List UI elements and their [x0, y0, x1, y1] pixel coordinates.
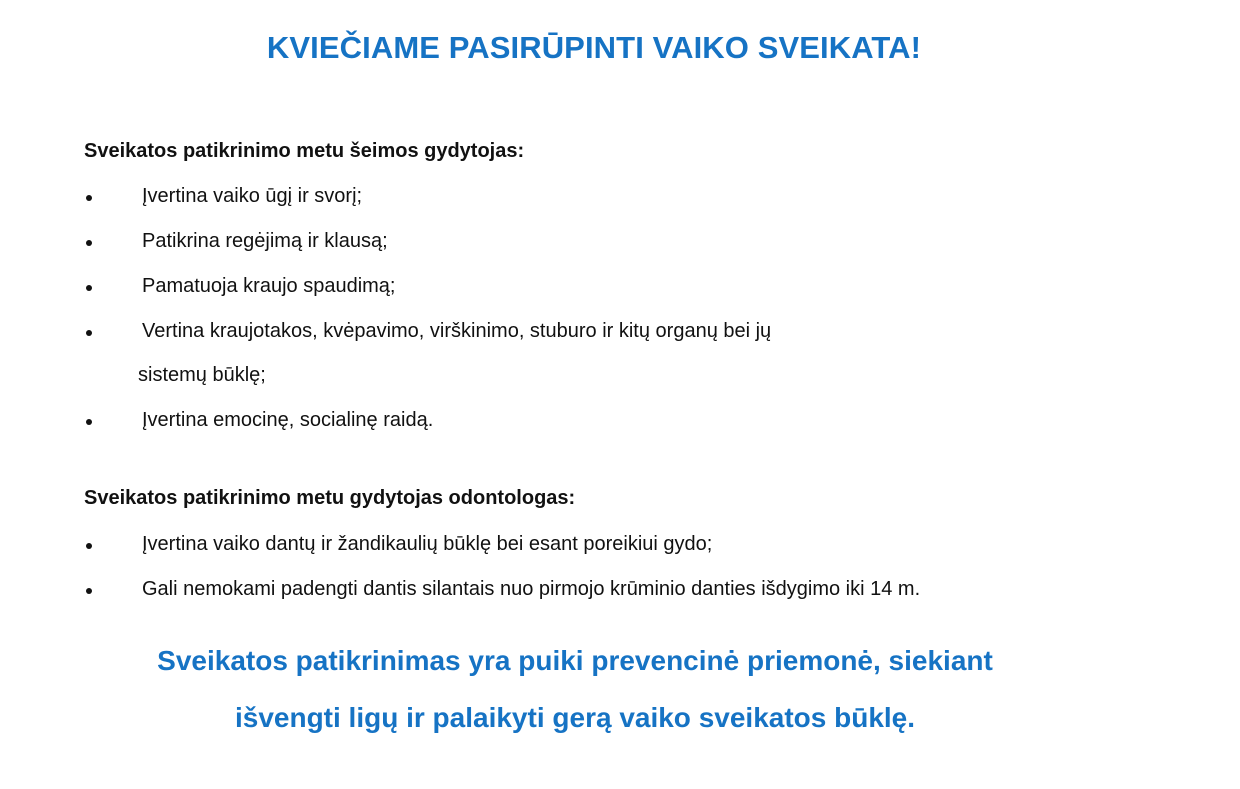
- bullet-icon: [86, 588, 92, 594]
- closing-statement-line-1: Sveikatos patikrinimas yra puiki prevencinė priemonė, siekiant: [157, 645, 993, 676]
- closing-statement-line-2: išvengti ligų ir palaikyti gerą vaiko sveikatos būklę.: [234, 702, 916, 733]
- bullet-icon: [86, 240, 92, 246]
- list-item-text: Vertina kraujotakos, kvėpavimo, virškinimo, stuburo ir kitų organų bei jų: [142, 320, 772, 342]
- list-item-text: Įvertina emocinę, socialinę raidą.: [142, 409, 434, 431]
- bullet-icon: [86, 543, 92, 549]
- list-item-text: Įvertina vaiko ūgį ir svorį;: [142, 185, 363, 207]
- bullet-icon: [86, 419, 92, 425]
- list-item-text: Gali nemokami padengti dantis silantais nuo pirmojo krūminio danties išdygimo iki 14 m.: [142, 578, 921, 600]
- section-heading-family-doctor: Sveikatos patikrinimo metu šeimos gydytojas:: [84, 140, 525, 162]
- bullet-icon: [86, 330, 92, 336]
- list-item-text: Įvertina vaiko dantų ir žandikaulių būklę bei esant poreikiui gydo;: [142, 533, 713, 555]
- list-item-text: Patikrina regėjimą ir klausą;: [142, 230, 388, 252]
- list-item-text: Pamatuoja kraujo spaudimą;: [142, 275, 396, 297]
- bullet-icon: [86, 195, 92, 201]
- page-title: KVIEČIAME PASIRŪPINTI VAIKO SVEIKATA!: [266, 30, 922, 65]
- list-item-continuation: sistemų būklę;: [138, 364, 266, 386]
- bullet-icon: [86, 285, 92, 291]
- section-heading-dentist: Sveikatos patikrinimo metu gydytojas odontologas:: [84, 487, 576, 509]
